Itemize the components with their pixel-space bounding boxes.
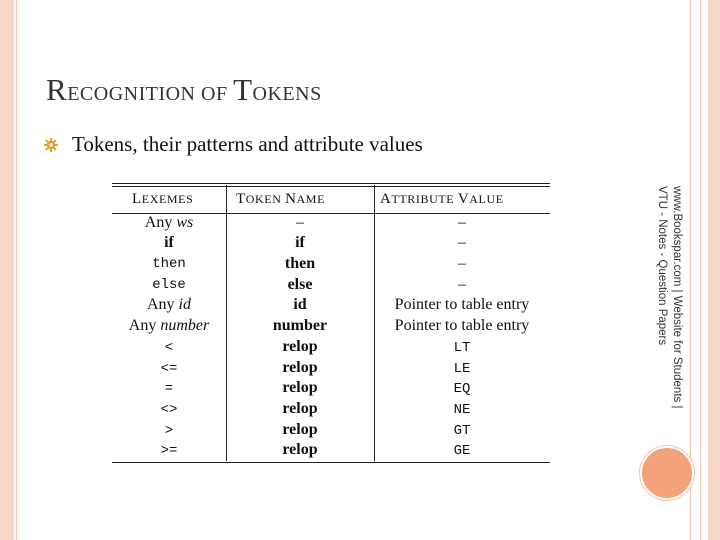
- watermark-line: www.Bookspar.com | Website for Students |: [671, 186, 683, 409]
- table-cell-attribute: Pointer to table entry: [394, 317, 530, 334]
- table-rule-top: [112, 186, 550, 187]
- table-cell-attribute: GE: [453, 443, 471, 459]
- bullet-text: Tokens, their patterns and attribute values: [72, 132, 423, 156]
- orange-circle-decoration: [640, 446, 694, 500]
- table-cell-attribute: –: [458, 276, 466, 293]
- table-cell-token: id: [293, 296, 307, 313]
- table-cell-token: relop: [282, 441, 318, 458]
- right-border-decoration: [708, 0, 720, 540]
- table-cell-attribute: –: [458, 234, 466, 251]
- column-header-lexemes: LEXEMES: [132, 191, 194, 207]
- column-header-token-name: TOKEN NAME: [236, 191, 325, 207]
- bullet-item: [44, 132, 423, 157]
- table-cell-token: then: [284, 255, 316, 272]
- table-cell-token: if: [295, 234, 305, 251]
- table-cell-lexeme: else: [152, 277, 186, 293]
- watermark: [652, 186, 684, 436]
- table-cell-token: relop: [282, 359, 318, 376]
- table-cell-lexeme: Any number: [128, 317, 210, 334]
- table-cell-attribute: GT: [453, 423, 471, 439]
- table-cell-attribute: –: [458, 255, 466, 272]
- table-cell-lexeme: Any id: [146, 296, 191, 313]
- tokens-table: [112, 183, 550, 463]
- left-border-line: [16, 0, 17, 540]
- table-cell-lexeme: >: [164, 423, 174, 439]
- table-cell-token: relop: [282, 421, 318, 438]
- table-cell-lexeme: then: [152, 256, 186, 272]
- table-cell-attribute: LE: [453, 361, 471, 377]
- left-border-decoration: [0, 0, 14, 540]
- right-border-line: [700, 0, 701, 540]
- table-cell-lexeme: if: [164, 234, 174, 251]
- gear-icon: [44, 138, 58, 152]
- table-cell-token: else: [287, 276, 313, 293]
- table-cell-token: relop: [282, 338, 318, 355]
- table-cell-lexeme: =: [164, 381, 174, 397]
- table-cell-attribute: EQ: [453, 381, 471, 397]
- table-cell-lexeme: <: [164, 340, 174, 356]
- slide-title: RECOGNITION OF TOKENS: [46, 72, 322, 107]
- table-cell-lexeme: Any ws: [144, 214, 194, 231]
- table-cell-attribute: –: [458, 214, 466, 231]
- table-cell-attribute: LT: [453, 340, 471, 356]
- table-cell-token: relop: [282, 400, 318, 417]
- watermark-line: VTU - Notes - Question Papers: [656, 186, 668, 346]
- table-cell-token: number: [272, 317, 328, 334]
- table-rule-top: [112, 183, 550, 184]
- table-rule-bottom: [112, 462, 550, 463]
- table-cell-lexeme: >=: [160, 443, 178, 459]
- table-cell-token: –: [296, 214, 304, 231]
- table-cell-token: relop: [282, 379, 318, 396]
- table-cell-attribute: NE: [453, 402, 471, 418]
- table-cell-attribute: Pointer to table entry: [394, 296, 530, 313]
- table-cell-lexeme: <>: [160, 402, 178, 418]
- column-header-attribute-value: ATTRIBUTE VALUE: [380, 191, 504, 207]
- table-cell-lexeme: <=: [160, 361, 178, 377]
